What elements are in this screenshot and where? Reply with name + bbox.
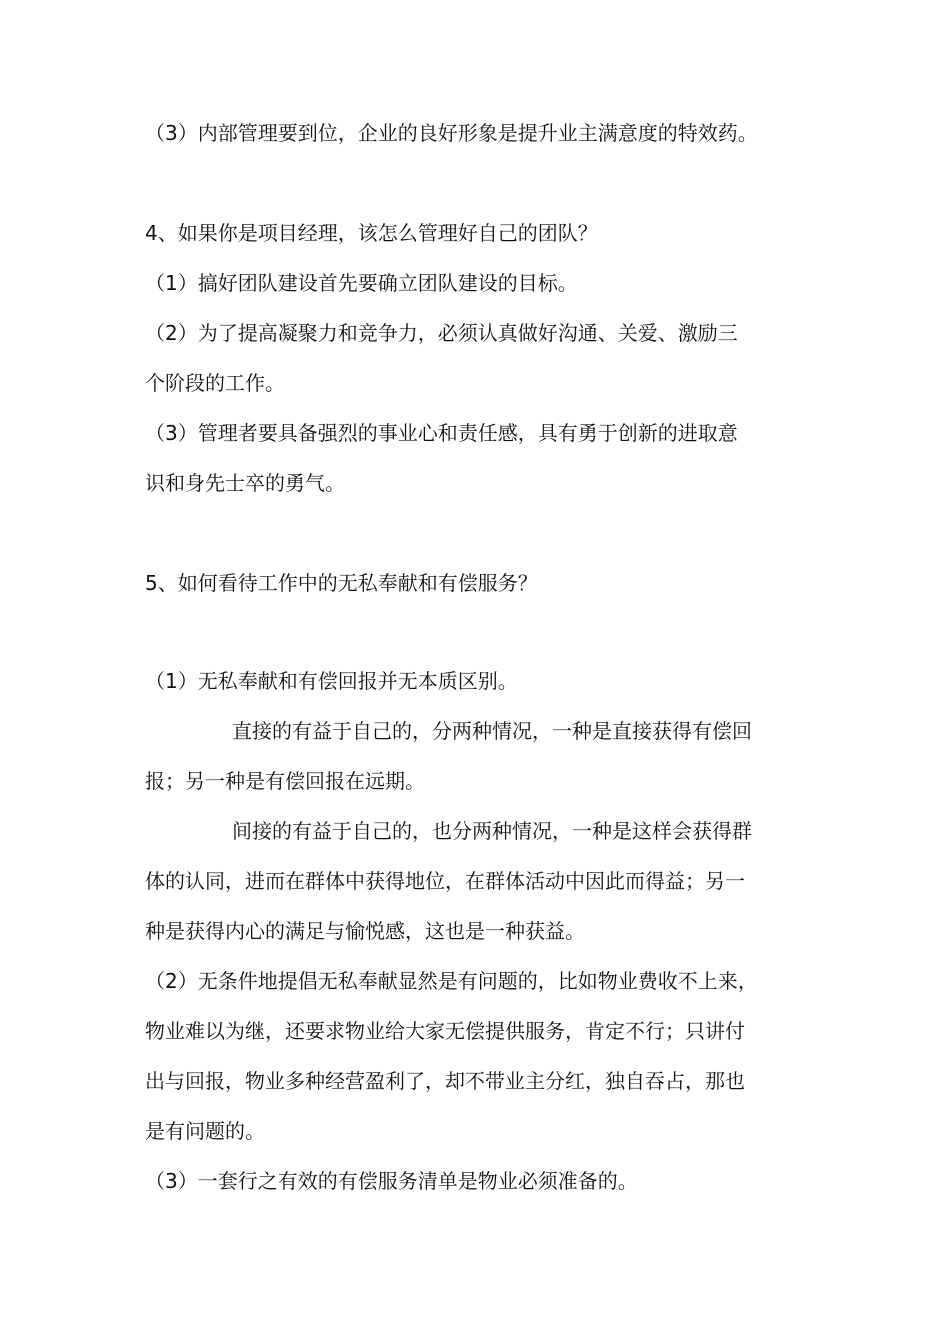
q5-direct-line-1: 直接的有益于自己的，分两种情况，一种是直接获得有偿回 <box>232 719 752 743</box>
question-4-heading: 4、如果你是项目经理，该怎么管理好自己的团队？ <box>145 221 598 245</box>
q4-item-1: （1）搞好团队建设首先要确立团队建设的目标。 <box>145 271 578 295</box>
q4-item-2-line-2: 个阶段的工作。 <box>145 371 285 395</box>
q5-item-2-line-2: 物业难以为继，还要求物业给大家无偿提供服务，肯定不行；只讲付 <box>145 1019 745 1043</box>
q5-indirect-line-2: 体的认同，进而在群体中获得地位，在群体活动中因此而得益；另一 <box>145 869 745 893</box>
q5-item-2-line-1: （2）无条件地提倡无私奉献显然是有问题的，比如物业费收不上来， <box>145 969 758 993</box>
q5-item-2-line-4: 是有问题的。 <box>145 1119 265 1143</box>
q5-item-1: （1）无私奉献和有偿回报并无本质区别。 <box>145 669 518 693</box>
q5-indirect-line-3: 种是获得内心的满足与愉悦感，这也是一种获益。 <box>145 919 585 943</box>
q4-item-3-line-2: 识和身先士卒的勇气。 <box>145 471 345 495</box>
q4-item-2-line-1: （2）为了提高凝聚力和竞争力，必须认真做好沟通、关爱、激励三 <box>145 321 738 345</box>
q5-indirect-line-1: 间接的有益于自己的，也分两种情况，一种是这样会获得群 <box>232 819 752 843</box>
q5-item-3: （3）一套行之有效的有偿服务清单是物业必须准备的。 <box>145 1169 638 1193</box>
q5-direct-line-2: 报；另一种是有偿回报在远期。 <box>145 769 425 793</box>
paragraph-section3-item3: （3）内部管理要到位，企业的良好形象是提升业主满意度的特效药。 <box>145 121 758 145</box>
question-5-heading: 5、如何看待工作中的无私奉献和有偿服务？ <box>145 571 538 595</box>
q4-item-3-line-1: （3）管理者要具备强烈的事业心和责任感，具有勇于创新的进取意 <box>145 421 738 445</box>
q5-item-2-line-3: 出与回报，物业多种经营盈利了，却不带业主分红，独自吞占，那也 <box>145 1069 745 1093</box>
